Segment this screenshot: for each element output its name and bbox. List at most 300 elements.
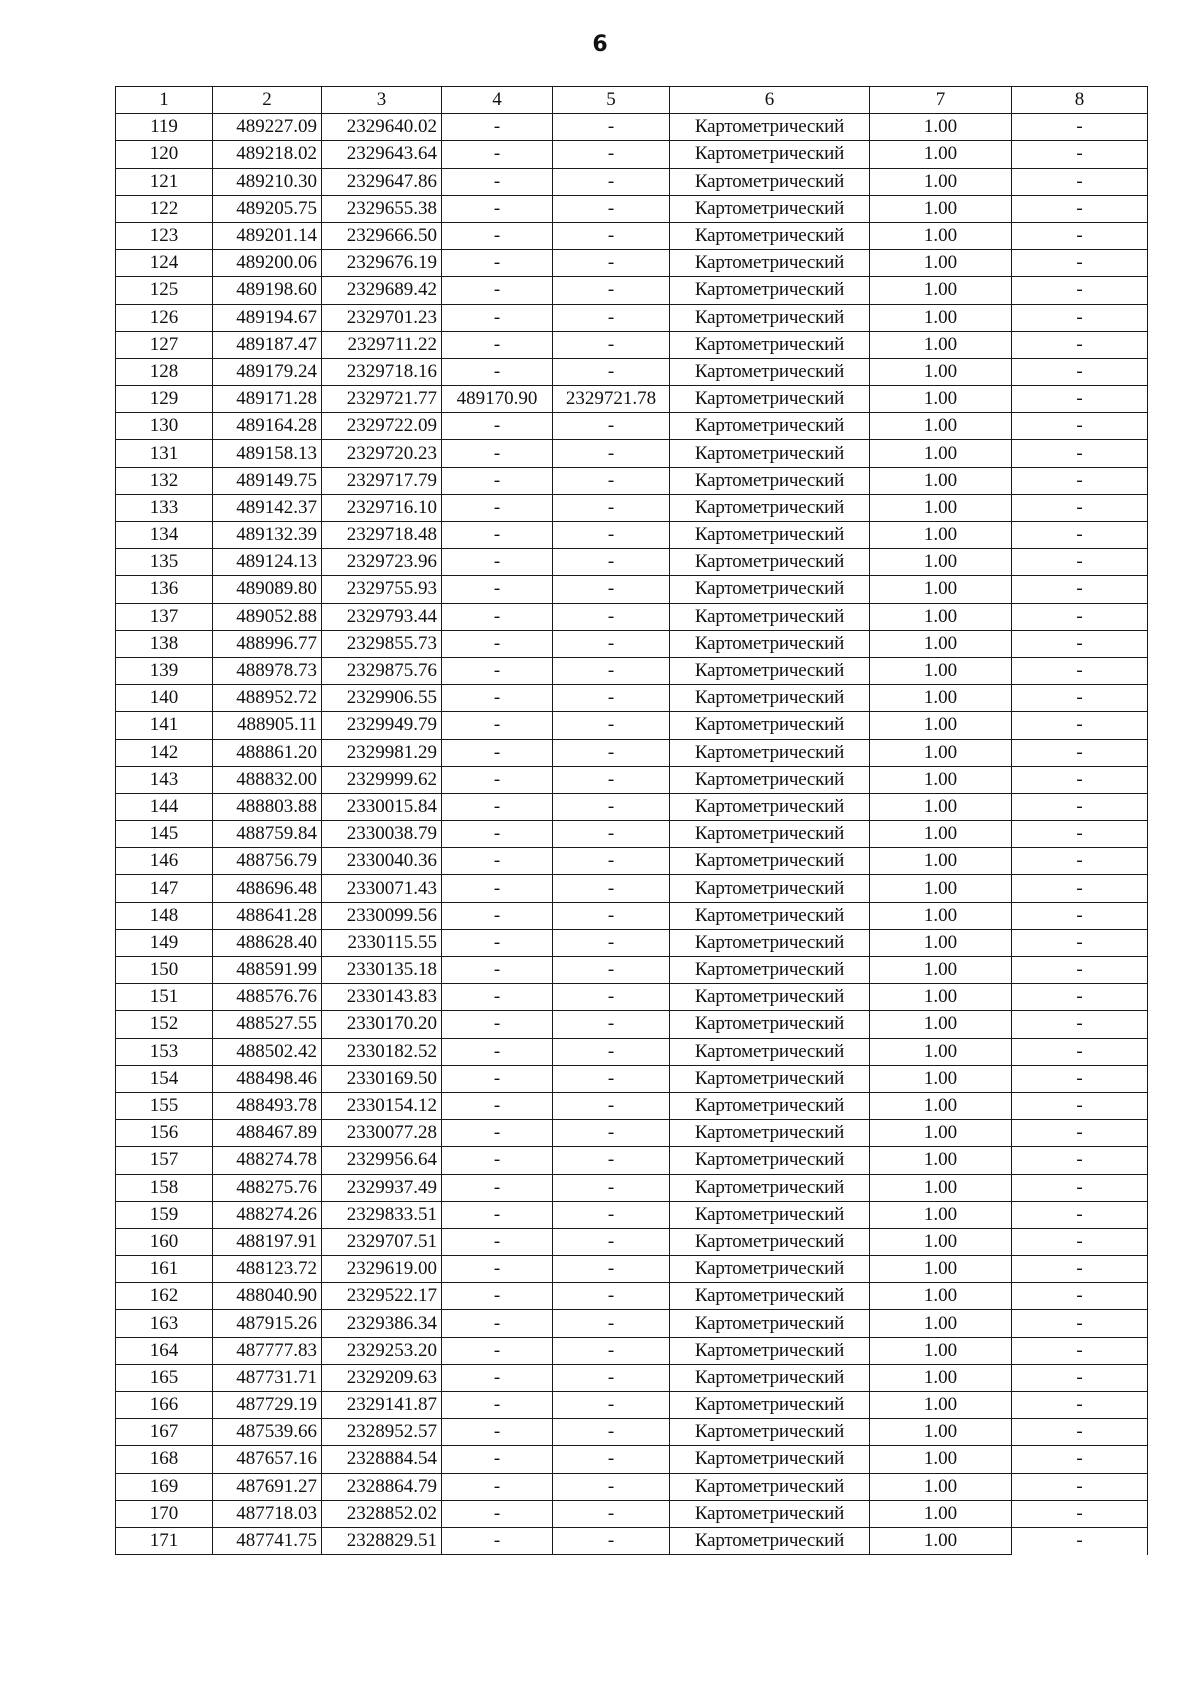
table-row [116,1256,1148,1283]
cell-y-coordinate: 2329716.10 [322,494,442,521]
cell-y-coordinate: 2330135.18 [322,957,442,984]
cell-point-number: 124 [116,250,213,277]
cell-point-number: 142 [116,739,213,766]
cell-x-coordinate-alt: - [442,875,553,902]
table-row [116,195,1148,222]
cell-point-number: 154 [116,1065,213,1092]
cell-notes: - [1012,1201,1148,1228]
cell-accuracy: 1.00 [870,821,1012,848]
cell-point-number: 140 [116,685,213,712]
cell-method: Картометрический [670,712,870,739]
cell-y-coordinate: 2329855.73 [322,630,442,657]
cell-y-coordinate-alt: - [553,195,670,222]
cell-method: Картометрический [670,685,870,712]
cell-notes: - [1012,1011,1148,1038]
cell-method: Картометрический [670,494,870,521]
cell-x-coordinate: 489171.28 [213,386,322,413]
cell-x-coordinate: 487539.66 [213,1419,322,1446]
cell-y-coordinate-alt: - [553,141,670,168]
table-row [116,984,1148,1011]
cell-notes: - [1012,1174,1148,1201]
cell-accuracy: 1.00 [870,494,1012,521]
cell-method: Картометрический [670,929,870,956]
cell-accuracy: 1.00 [870,576,1012,603]
cell-y-coordinate-alt: - [553,766,670,793]
cell-method: Картометрический [670,1310,870,1337]
cell-accuracy: 1.00 [870,685,1012,712]
cell-x-coordinate-alt: 489170.90 [442,386,553,413]
cell-x-coordinate: 489187.47 [213,331,322,358]
cell-accuracy: 1.00 [870,766,1012,793]
cell-method: Картометрический [670,250,870,277]
cell-notes: - [1012,522,1148,549]
cell-x-coordinate-alt: - [442,1283,553,1310]
cell-accuracy: 1.00 [870,630,1012,657]
cell-point-number: 152 [116,1011,213,1038]
cell-x-coordinate-alt: - [442,793,553,820]
cell-x-coordinate-alt: - [442,848,553,875]
cell-y-coordinate: 2329666.50 [322,222,442,249]
cell-y-coordinate: 2329619.00 [322,1256,442,1283]
cell-notes: - [1012,222,1148,249]
cell-point-number: 131 [116,440,213,467]
cell-accuracy: 1.00 [870,875,1012,902]
table-row [116,848,1148,875]
cell-method: Картометрический [670,902,870,929]
cell-x-coordinate-alt: - [442,195,553,222]
cell-accuracy: 1.00 [870,848,1012,875]
cell-accuracy: 1.00 [870,1147,1012,1174]
cell-point-number: 158 [116,1174,213,1201]
table-row [116,222,1148,249]
cell-method: Картометрический [670,1092,870,1119]
cell-notes: - [1012,929,1148,956]
cell-x-coordinate: 488952.72 [213,685,322,712]
cell-point-number: 150 [116,957,213,984]
cell-notes: - [1012,1500,1148,1527]
cell-method: Картометрический [670,195,870,222]
cell-y-coordinate-alt: - [553,494,670,521]
cell-method: Картометрический [670,957,870,984]
cell-method: Картометрический [670,821,870,848]
header-col-3: 3 [322,87,442,114]
table-row [116,413,1148,440]
cell-notes: - [1012,1392,1148,1419]
cell-x-coordinate: 489205.75 [213,195,322,222]
cell-point-number: 157 [116,1147,213,1174]
cell-y-coordinate: 2330038.79 [322,821,442,848]
cell-method: Картометрический [670,875,870,902]
cell-point-number: 129 [116,386,213,413]
cell-y-coordinate-alt: - [553,1120,670,1147]
cell-y-coordinate: 2329253.20 [322,1337,442,1364]
cell-point-number: 125 [116,277,213,304]
cell-y-coordinate-alt: - [553,603,670,630]
cell-notes: - [1012,1228,1148,1255]
cell-y-coordinate: 2328884.54 [322,1446,442,1473]
cell-x-coordinate: 488641.28 [213,902,322,929]
cell-method: Картометрический [670,630,870,657]
cell-x-coordinate-alt: - [442,467,553,494]
table-row [116,1337,1148,1364]
cell-point-number: 170 [116,1500,213,1527]
cell-notes: - [1012,331,1148,358]
cell-notes: - [1012,114,1148,141]
cell-method: Картометрический [670,1283,870,1310]
table-row [116,358,1148,385]
cell-y-coordinate-alt: - [553,440,670,467]
cell-x-coordinate: 488756.79 [213,848,322,875]
cell-x-coordinate: 487731.71 [213,1364,322,1391]
cell-y-coordinate: 2329755.93 [322,576,442,603]
cell-y-coordinate-alt: - [553,222,670,249]
cell-x-coordinate-alt: - [442,1011,553,1038]
cell-x-coordinate-alt: - [442,576,553,603]
cell-y-coordinate-alt: - [553,630,670,657]
cell-x-coordinate-alt: - [442,1201,553,1228]
cell-notes: - [1012,440,1148,467]
cell-y-coordinate-alt: - [553,875,670,902]
cell-x-coordinate-alt: - [442,1065,553,1092]
cell-y-coordinate-alt: - [553,848,670,875]
cell-method: Картометрический [670,1038,870,1065]
cell-point-number: 159 [116,1201,213,1228]
table-row [116,902,1148,929]
cell-y-coordinate-alt: - [553,522,670,549]
cell-point-number: 165 [116,1364,213,1391]
cell-y-coordinate: 2330182.52 [322,1038,442,1065]
cell-x-coordinate: 488467.89 [213,1120,322,1147]
cell-accuracy: 1.00 [870,1120,1012,1147]
cell-x-coordinate: 488274.78 [213,1147,322,1174]
cell-notes: - [1012,630,1148,657]
cell-method: Картометрический [670,1120,870,1147]
cell-y-coordinate-alt: - [553,957,670,984]
cell-notes: - [1012,1038,1148,1065]
cell-x-coordinate-alt: - [442,1038,553,1065]
cell-x-coordinate: 487741.75 [213,1527,322,1554]
cell-accuracy: 1.00 [870,1527,1012,1554]
cell-method: Картометрический [670,1419,870,1446]
cell-method: Картометрический [670,984,870,1011]
table-row [116,522,1148,549]
cell-notes: - [1012,1283,1148,1310]
cell-accuracy: 1.00 [870,358,1012,385]
cell-y-coordinate: 2329701.23 [322,304,442,331]
table-row [116,114,1148,141]
cell-method: Картометрический [670,1337,870,1364]
cell-method: Картометрический [670,739,870,766]
table-row [116,386,1148,413]
cell-accuracy: 1.00 [870,929,1012,956]
cell-x-coordinate-alt: - [442,1446,553,1473]
table-row [116,1011,1148,1038]
cell-x-coordinate: 488696.48 [213,875,322,902]
cell-x-coordinate-alt: - [442,1228,553,1255]
cell-notes: - [1012,304,1148,331]
cell-notes: - [1012,1473,1148,1500]
cell-notes: - [1012,1120,1148,1147]
table-row [116,1228,1148,1255]
table-row [116,1392,1148,1419]
cell-y-coordinate: 2329720.23 [322,440,442,467]
cell-x-coordinate: 488502.42 [213,1038,322,1065]
cell-x-coordinate: 488275.76 [213,1174,322,1201]
cell-point-number: 121 [116,168,213,195]
cell-x-coordinate: 488576.76 [213,984,322,1011]
cell-x-coordinate: 488274.26 [213,1201,322,1228]
cell-y-coordinate-alt: - [553,902,670,929]
cell-point-number: 120 [116,141,213,168]
table-row [116,1500,1148,1527]
cell-point-number: 141 [116,712,213,739]
cell-y-coordinate-alt: - [553,413,670,440]
cell-y-coordinate: 2329711.22 [322,331,442,358]
cell-y-coordinate-alt: - [553,657,670,684]
cell-x-coordinate-alt: - [442,1419,553,1446]
cell-y-coordinate-alt: - [553,1527,670,1554]
cell-y-coordinate: 2330071.43 [322,875,442,902]
cell-notes: - [1012,1256,1148,1283]
cell-y-coordinate-alt: - [553,1174,670,1201]
cell-notes: - [1012,1310,1148,1337]
cell-notes: - [1012,793,1148,820]
table-header [116,87,1148,114]
cell-y-coordinate: 2329689.42 [322,277,442,304]
cell-notes: - [1012,141,1148,168]
cell-accuracy: 1.00 [870,277,1012,304]
cell-notes: - [1012,712,1148,739]
cell-y-coordinate-alt: - [553,739,670,766]
cell-accuracy: 1.00 [870,984,1012,1011]
cell-x-coordinate-alt: - [442,1500,553,1527]
cell-accuracy: 1.00 [870,603,1012,630]
cell-point-number: 167 [116,1419,213,1446]
cell-point-number: 161 [116,1256,213,1283]
cell-x-coordinate: 489052.88 [213,603,322,630]
cell-y-coordinate-alt: - [553,821,670,848]
cell-notes: - [1012,1147,1148,1174]
header-row [116,87,1148,114]
cell-x-coordinate: 487657.16 [213,1446,322,1473]
table-row [116,277,1148,304]
cell-y-coordinate: 2329999.62 [322,766,442,793]
table-row [116,739,1148,766]
cell-method: Картометрический [670,1364,870,1391]
cell-y-coordinate-alt: - [553,793,670,820]
cell-x-coordinate: 489201.14 [213,222,322,249]
table-row [116,1120,1148,1147]
cell-x-coordinate: 489089.80 [213,576,322,603]
table-row [116,304,1148,331]
cell-y-coordinate: 2328864.79 [322,1473,442,1500]
cell-accuracy: 1.00 [870,141,1012,168]
cell-y-coordinate: 2329141.87 [322,1392,442,1419]
cell-x-coordinate: 489158.13 [213,440,322,467]
cell-method: Картометрический [670,1256,870,1283]
table-row [116,331,1148,358]
cell-method: Картометрический [670,413,870,440]
cell-x-coordinate: 488123.72 [213,1256,322,1283]
cell-point-number: 166 [116,1392,213,1419]
cell-x-coordinate: 489194.67 [213,304,322,331]
table-row [116,141,1148,168]
cell-point-number: 169 [116,1473,213,1500]
cell-x-coordinate: 487915.26 [213,1310,322,1337]
cell-accuracy: 1.00 [870,1092,1012,1119]
cell-notes: - [1012,1364,1148,1391]
cell-accuracy: 1.00 [870,1256,1012,1283]
cell-y-coordinate-alt: - [553,712,670,739]
table-row [116,793,1148,820]
cell-y-coordinate-alt: - [553,1310,670,1337]
cell-point-number: 122 [116,195,213,222]
cell-x-coordinate-alt: - [442,766,553,793]
cell-y-coordinate: 2330099.56 [322,902,442,929]
cell-accuracy: 1.00 [870,1419,1012,1446]
cell-y-coordinate-alt: - [553,250,670,277]
header-col-6: 6 [670,87,870,114]
cell-accuracy: 1.00 [870,1392,1012,1419]
cell-point-number: 126 [116,304,213,331]
cell-notes: - [1012,821,1148,848]
cell-x-coordinate-alt: - [442,522,553,549]
cell-y-coordinate: 2330040.36 [322,848,442,875]
table-row [116,1527,1148,1554]
cell-accuracy: 1.00 [870,331,1012,358]
cell-accuracy: 1.00 [870,440,1012,467]
table-row [116,1446,1148,1473]
cell-method: Картометрический [670,277,870,304]
cell-point-number: 132 [116,467,213,494]
cell-y-coordinate: 2329723.96 [322,549,442,576]
cell-x-coordinate-alt: - [442,114,553,141]
cell-x-coordinate-alt: - [442,657,553,684]
cell-notes: - [1012,1419,1148,1446]
cell-accuracy: 1.00 [870,114,1012,141]
cell-method: Картометрический [670,1527,870,1554]
table-row [116,168,1148,195]
table-row [116,440,1148,467]
table-row [116,1201,1148,1228]
table-row [116,576,1148,603]
cell-accuracy: 1.00 [870,386,1012,413]
cell-method: Картометрический [670,793,870,820]
cell-notes: - [1012,685,1148,712]
cell-notes: - [1012,576,1148,603]
cell-y-coordinate: 2329793.44 [322,603,442,630]
cell-y-coordinate: 2328829.51 [322,1527,442,1554]
cell-y-coordinate: 2329676.19 [322,250,442,277]
cell-method: Картометрический [670,1147,870,1174]
cell-y-coordinate: 2329655.38 [322,195,442,222]
cell-accuracy: 1.00 [870,1201,1012,1228]
cell-x-coordinate-alt: - [442,929,553,956]
cell-y-coordinate-alt: - [553,1500,670,1527]
cell-point-number: 143 [116,766,213,793]
cell-y-coordinate-alt: - [553,929,670,956]
cell-point-number: 155 [116,1092,213,1119]
cell-y-coordinate: 2329707.51 [322,1228,442,1255]
cell-y-coordinate: 2329522.17 [322,1283,442,1310]
page-number: 6 [592,32,608,57]
cell-method: Картометрический [670,358,870,385]
cell-accuracy: 1.00 [870,1337,1012,1364]
cell-y-coordinate-alt: - [553,1011,670,1038]
cell-point-number: 145 [116,821,213,848]
cell-y-coordinate-alt: - [553,1364,670,1391]
cell-x-coordinate: 488197.91 [213,1228,322,1255]
cell-x-coordinate: 489198.60 [213,277,322,304]
cell-method: Картометрический [670,1174,870,1201]
header-col-2: 2 [213,87,322,114]
table-row [116,1065,1148,1092]
cell-x-coordinate-alt: - [442,1092,553,1119]
cell-x-coordinate: 487777.83 [213,1337,322,1364]
cell-x-coordinate-alt: - [442,304,553,331]
cell-point-number: 130 [116,413,213,440]
cell-y-coordinate-alt: - [553,549,670,576]
cell-x-coordinate-alt: - [442,630,553,657]
cell-accuracy: 1.00 [870,1446,1012,1473]
cell-accuracy: 1.00 [870,549,1012,576]
table-row [116,712,1148,739]
cell-x-coordinate-alt: - [442,331,553,358]
cell-y-coordinate: 2329956.64 [322,1147,442,1174]
cell-x-coordinate: 489227.09 [213,114,322,141]
header-col-8: 8 [1012,87,1148,114]
table-row [116,1092,1148,1119]
cell-accuracy: 1.00 [870,195,1012,222]
cell-point-number: 151 [116,984,213,1011]
cell-method: Картометрический [670,467,870,494]
cell-x-coordinate: 488905.11 [213,712,322,739]
cell-method: Картометрический [670,549,870,576]
cell-point-number: 134 [116,522,213,549]
cell-point-number: 144 [116,793,213,820]
table-row [116,494,1148,521]
cell-y-coordinate-alt: - [553,984,670,1011]
cell-y-coordinate-alt: - [553,1065,670,1092]
cell-accuracy: 1.00 [870,1473,1012,1500]
cell-notes: - [1012,358,1148,385]
cell-point-number: 127 [116,331,213,358]
cell-x-coordinate-alt: - [442,685,553,712]
cell-method: Картометрический [670,1392,870,1419]
cell-y-coordinate: 2330115.55 [322,929,442,956]
cell-y-coordinate-alt: - [553,685,670,712]
cell-y-coordinate: 2329906.55 [322,685,442,712]
cell-x-coordinate: 488591.99 [213,957,322,984]
cell-x-coordinate: 488978.73 [213,657,322,684]
cell-notes: - [1012,766,1148,793]
cell-accuracy: 1.00 [870,522,1012,549]
cell-y-coordinate-alt: - [553,1038,670,1065]
table-row [116,1310,1148,1337]
cell-x-coordinate: 489210.30 [213,168,322,195]
cell-notes: - [1012,1527,1148,1554]
cell-y-coordinate: 2328952.57 [322,1419,442,1446]
cell-y-coordinate: 2330154.12 [322,1092,442,1119]
cell-x-coordinate: 488803.88 [213,793,322,820]
cell-x-coordinate: 488498.46 [213,1065,322,1092]
cell-notes: - [1012,603,1148,630]
cell-method: Картометрический [670,1065,870,1092]
cell-point-number: 147 [116,875,213,902]
cell-notes: - [1012,1337,1148,1364]
cell-x-coordinate-alt: - [442,739,553,766]
cell-y-coordinate-alt: - [553,1092,670,1119]
